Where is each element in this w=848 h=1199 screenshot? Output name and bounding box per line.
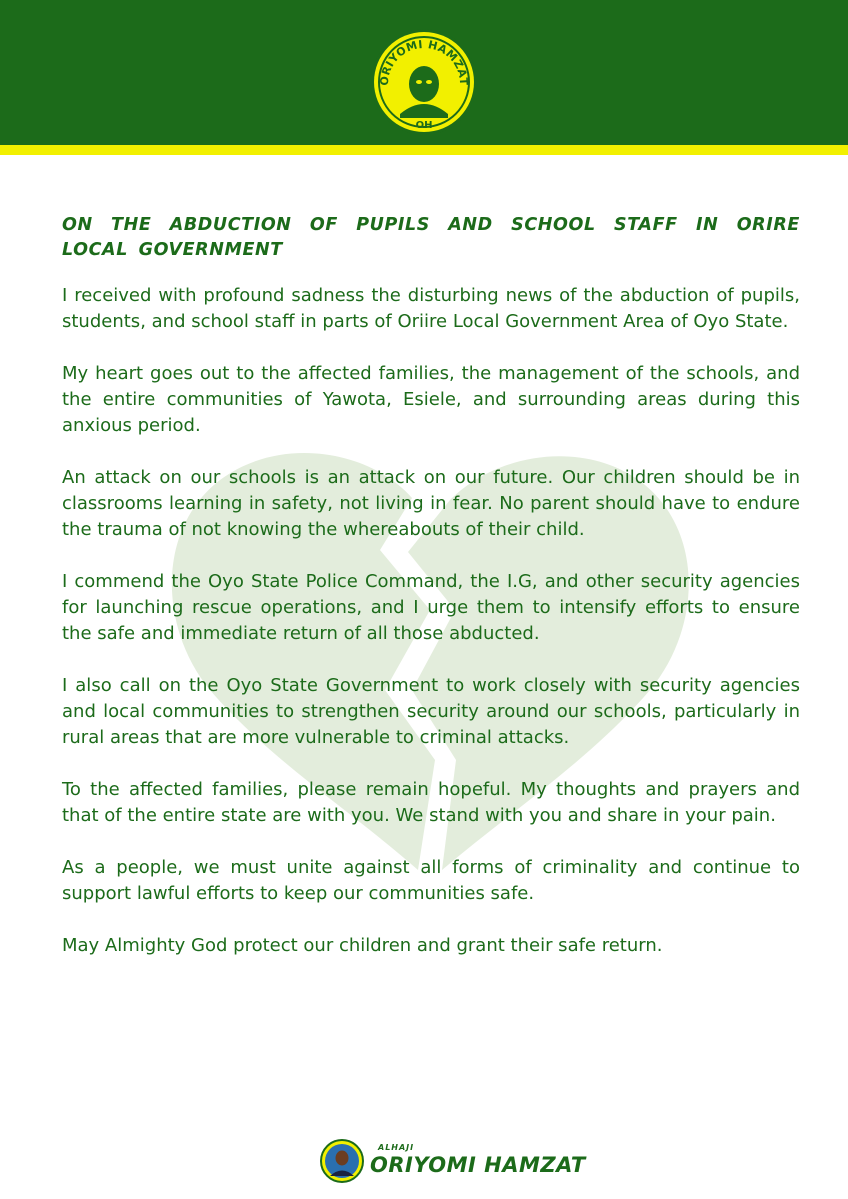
statement-paragraph: I also call on the Oyo State Government to work closely with security agencies and local communities to strengthen security around our schools, particularly in rural areas that are more vulnerable to criminal attacks. bbox=[62, 675, 800, 748]
statement bbox=[62, 213, 800, 985]
statement-paragraph: I received with profound sadness the disturbing news of the abduction of pupils, students, and school staff in parts of Oriire Local Government Area of Oyo State. bbox=[62, 285, 800, 332]
signature-block bbox=[320, 1137, 586, 1185]
statement-paragraph: My heart goes out to the affected families, the management of the schools, and the entire communities of Yawota, Esiele, and surrounding areas during this anxious period. bbox=[62, 363, 800, 436]
statement-paragraph: An attack on our schools is an attack on our future. Our children should be in classrooms learning in safety, not living in fear. No parent should have to endure the trauma of not knowing the whereabouts of their child. bbox=[62, 467, 800, 540]
statement-title: ON THE ABDUCTION OF PUPILS AND SCHOOL STAFF IN ORIRE LOCAL GOVERNMENT bbox=[62, 215, 800, 260]
statement-paragraph: I commend the Oyo State Police Command, the I.G, and other security agencies for launching rescue operations, and I urge them to intensify efforts to ensure the safe and immediate return of all those abducted. bbox=[62, 571, 800, 644]
header-stripe bbox=[0, 145, 848, 155]
portrait-avatar-icon bbox=[320, 1139, 364, 1183]
statement-paragraph: May Almighty God protect our children and grant their safe return. bbox=[62, 935, 663, 956]
statement-paragraph: As a people, we must unite against all forms of criminality and continue to support lawful efforts to keep our communities safe. bbox=[62, 857, 800, 904]
statement-paragraph: To the affected families, please remain hopeful. My thoughts and prayers and that of the entire state are with you. We stand with you and share in your pain. bbox=[62, 779, 800, 826]
signature-title: ALHAJI bbox=[378, 1143, 415, 1152]
logo-badge-icon bbox=[370, 28, 478, 136]
logo-initials: OH bbox=[415, 120, 433, 131]
signature-name: ORIYOMI HAMZAT bbox=[370, 1153, 586, 1177]
logo-text: ORIYOMI HAMZAT bbox=[377, 37, 471, 87]
